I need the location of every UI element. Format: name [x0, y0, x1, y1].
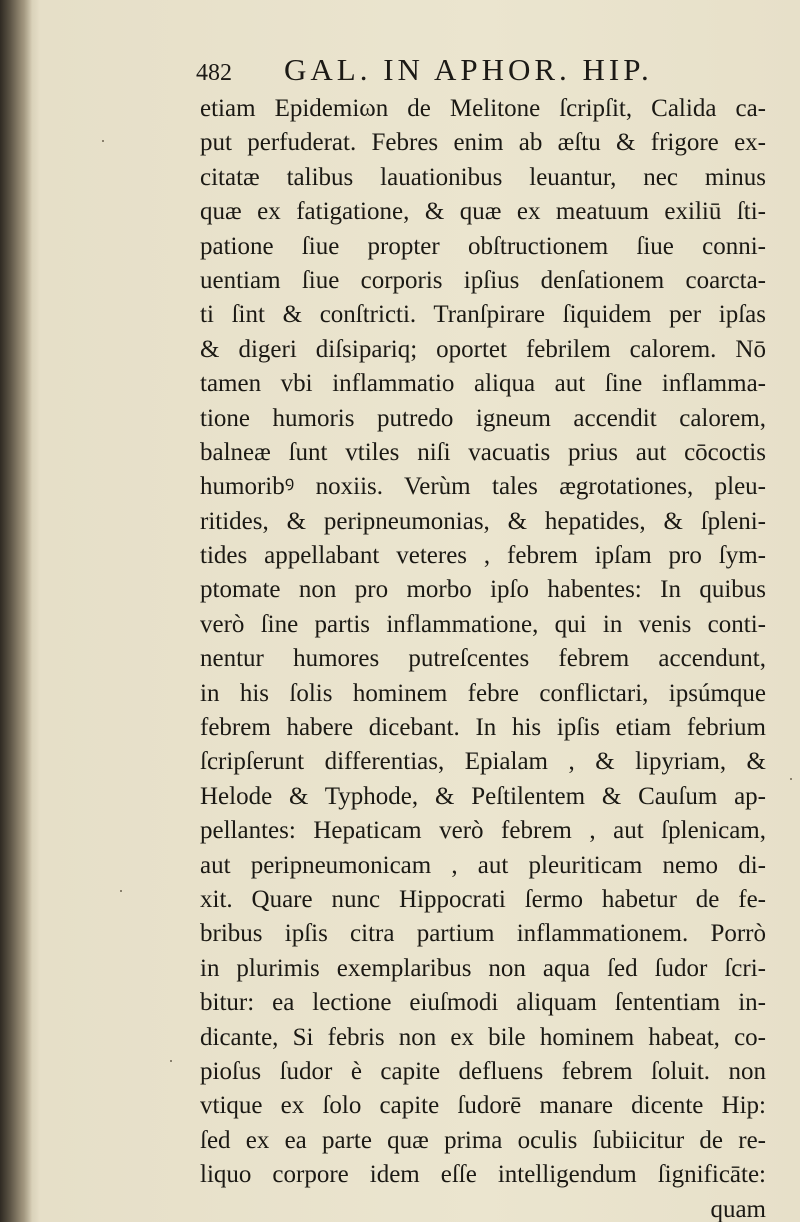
text-line: ſcripſerunt differentias, Epialam , & lipyriam, & [200, 748, 766, 776]
text-line: bitur: ea lectione eiuſmodi aliquam ſententiam in- [200, 989, 766, 1017]
text-line: citatæ talibus lauationibus leuantur, nec minus [200, 163, 766, 191]
body-text [200, 92, 766, 1222]
text-line: pellantes: Hepaticam verò febrem , aut ſplenicam, [200, 817, 766, 845]
text-line: in his ſolis hominem febre conflictari, ipsúmque [200, 679, 766, 707]
running-head: GAL. IN APHOR. HIP. [284, 52, 653, 87]
text-line: febrem habere dicebant. In his ipſis etiam febrium [200, 714, 766, 742]
text-line: verò ſine partis inflammatione, qui in venis conti- [200, 610, 766, 638]
text-line: etiam Epidemiωn de Melitone ſcripſit, Calida ca- [200, 95, 766, 122]
text-line: put perfuderat. Febres enim ab æſtu & frigore ex- [200, 129, 766, 157]
text-line: nentur humores putreſcentes febrem accendunt, [200, 645, 766, 673]
text-line: ptomate non pro morbo ipſo habentes: In quibus [200, 576, 766, 604]
text-line: ritides, & peripneumonias, & hepatides, & ſpleni- [200, 507, 766, 535]
text-line: tione humoris putredo igneum accendit calorem, [200, 404, 766, 432]
text-line: tides appellabant veteres , febrem ipſam pro ſym- [200, 542, 766, 570]
paper-speck [170, 1060, 172, 1062]
text-line: ti ſint & conſtricti. Tranſpirare ſiquidem per ipſas [200, 301, 766, 329]
text-line: uentiam ſiue corporis ipſius denſationem coarcta- [200, 266, 766, 294]
text-line: vtique ex ſolo capite ſudorē manare dicente Hip: [200, 1092, 766, 1120]
page-gutter-shadow [0, 0, 32, 1222]
text-line: liquo corpore idem eſſe intelligendum ſignificāte: [200, 1161, 766, 1189]
paper-speck [790, 778, 792, 780]
text-line: patione ſiue propter obſtructionem ſiue conni- [200, 232, 766, 260]
text-line: ſed ex ea parte quæ prima oculis ſubiicitur de re- [200, 1126, 766, 1154]
text-line: & digeri diſsipariq; oportet febrilem calorem. Nō [200, 335, 766, 363]
page-number: 482 [196, 60, 232, 86]
text-line: in plurimis exemplaribus non aqua ſed ſudor ſcri- [200, 954, 766, 982]
text-line: humoribꝰ noxiis. Verùm tales ægrotationes, pleu- [200, 473, 766, 501]
text-line: xit. Quare nunc Hippocrati ſermo habetur de fe- [200, 885, 766, 913]
text-line: dicante, Si febris non ex bile hominem habeat, co- [200, 1023, 766, 1051]
text-line: pioſus ſudor è capite defluens febrem ſoluit. non [200, 1057, 766, 1085]
text-line: quæ ex fatigatione, & quæ ex meatuum exiliū ſti- [200, 198, 766, 226]
text-line: tamen vbi inflammatio aliqua aut ſine inflamma- [200, 370, 766, 398]
text-line: balneæ ſunt vtiles niſi vacuatis prius aut cōcoctis [200, 438, 766, 466]
page-header [196, 52, 756, 92]
catchword: quam [710, 1195, 766, 1222]
text-line: bribus ipſis citra partium inflammationem. Porrò [200, 920, 766, 948]
paper-speck [120, 890, 122, 892]
paper-speck [102, 140, 104, 142]
text-line: aut peripneumonicam , aut pleuriticam nemo di- [200, 851, 766, 879]
text-line: Helode & Typhode, & Peſtilentem & Cauſum ap- [200, 782, 766, 810]
